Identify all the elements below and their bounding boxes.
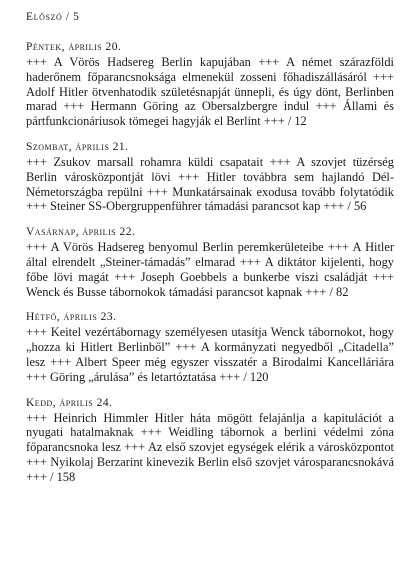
entry-friday-april-20 (26, 40, 394, 129)
entry-text: +++ A Vörös Hadsereg Berlin kapujában +++ A német szárazföldi haderőnem főparancsnoksága elmenekül zosseni főhadiszállásáról +++ Adolf Hitler ötvenhatodik születésnapját ünnepli, és úgy dönt, Berlinben marad +++ Hermann Göring az Obersalzbergre indul +++ Állami és pártfunkcionáriusok tömegei hagyják el Berlint +++ / 12 (26, 55, 394, 129)
entry-heading: Kedd, április 24. (26, 396, 113, 409)
entry-heading: Szombat, április 21. (26, 140, 129, 153)
entry-heading: Vasárnap, április 22. (26, 226, 136, 239)
entry-text: +++ Heinrich Himmler Hitler háta mögött felajánlja a kapitulációt a nyugati hatalmaknak +++ Weidling tábornok a berlini védelmi zóna főparancsnoka lesz +++ Az első szovjet egységek elérik a városközpontot +++ Nyikolaj Berzarint kinevezik Berlin első szovjet városparancsnokává +++ / 158 (26, 410, 394, 484)
entry-text: +++ Keitel vezértábornagy személyesen utasítja Wenck tábornokot, hogy „hozza ki Hitlert Berlinből” +++ A kormányzati negyedből „Citadella” lesz +++ Albert Speer még egyszer visszatér a Birodalmi Kancelláriára +++ Göring „árulása” és letartóztatása +++ / 120 (26, 325, 394, 384)
entry-tuesday-april-24 (26, 396, 394, 485)
entry-heading: Péntek, április 20. (26, 41, 122, 53)
book-page (26, 10, 394, 496)
entry-saturday-april-21 (26, 140, 394, 214)
running-head: Előszó / 5 (26, 11, 80, 23)
entry-monday-april-23 (26, 310, 394, 384)
entry-sunday-april-22 (26, 225, 394, 299)
entry-heading: Hétfő, április 23. (26, 311, 117, 324)
entry-text: +++ Zsukov marsall rohamra küldi csapatait +++ A szovjet tüzérség Berlin városközpontját lövi +++ Hitler továbbra sem hajlandó Dél-Németországba repülni +++ Munkatársainak exodusa tovább folytatódik +++ Steiner SS-Obergruppenführer támadási parancsot kap +++ / 56 (26, 154, 394, 214)
entry-text: +++ A Vörös Hadsereg benyomul Berlin peremkerületeibe +++ A Hitler által elrendelt „Steiner-támadás” elmarad +++ A diktátor kijelenti, hogy főbe lövi magát +++ Joseph Goebbels a bunkerbe viszi családját +++ Wenck és Busse tábornokok támadási parancsot kapnak +++ / 82 (26, 240, 394, 299)
